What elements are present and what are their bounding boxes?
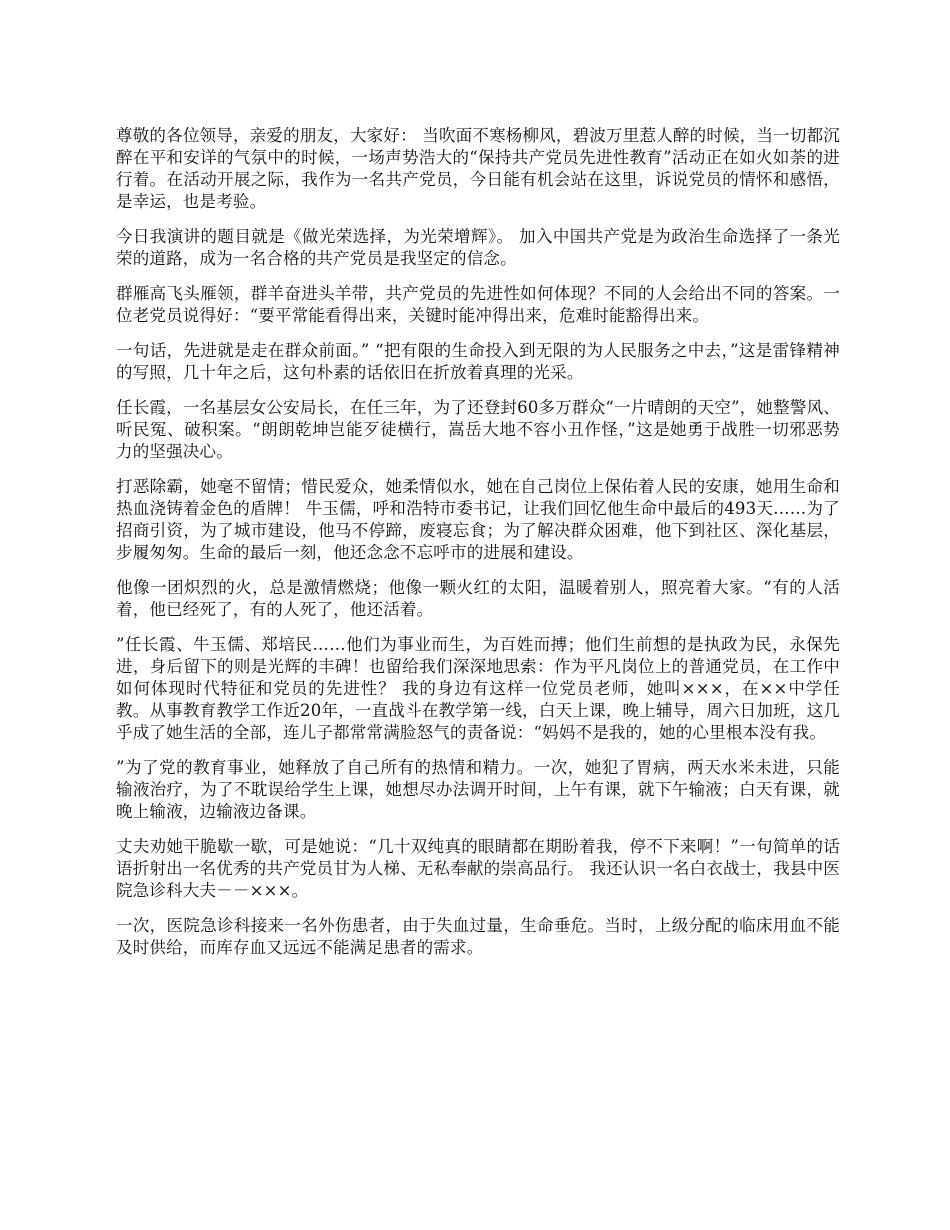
- paragraph: 一次，医院急诊科接来一名外伤患者，由于失血过量，生命垂危。当时，上级分配的临床用血不能及时供给，而库存血又远远不能满足患者的需求。: [116, 916, 840, 957]
- paragraph: ”为了党的教育事业，她释放了自己所有的热情和精力。一次，她犯了胃病，两天水米未进，只能输液治疗，为了不耽误给学生上课，她想尽办法调开时间，上午有课，就下午输液；白天有课，就晚上输液，边输液边备课。: [116, 758, 840, 821]
- paragraph: 今日我演讲的题目就是《做光荣选择，为光荣增辉》。 加入中国共产党是为政治生命选择了一条光荣的道路，成为一名合格的共产党员是我坚定的信念。: [116, 227, 840, 268]
- paragraph: 尊敬的各位领导，亲爱的朋友，大家好： 当吹面不寒杨柳风，碧波万里惹人醉的时候，当一切都沉醉在平和安详的气氛中的时候，一场声势浩大的“保持共产党员先进性教育”活动正在如火如荼的进行着。在活动开展之际，我作为一名共产党员，今日能有机会站在这里，诉说党员的情怀和感悟，是幸运，也是考验。: [116, 126, 840, 211]
- paragraph: 一句话，先进就是走在群众前面。” “把有限的生命投入到无限的为人民服务之中去，”这是雷锋精神的写照，几十年之后，这句朴素的话依旧在折放着真理的光采。: [116, 341, 840, 382]
- paragraph: 他像一团炽烈的火，总是激情燃烧；他像一颗火红的太阳，温暖着别人，照亮着大家。“有的人活着，他已经死了，有的人死了，他还活着。: [116, 578, 840, 619]
- paragraph: 群雁高飞头雁领，群羊奋进头羊带，共产党员的先进性如何体现？不同的人会给出不同的答案。一位老党员说得好：“要平常能看得出来，关键时能冲得出来，危难时能豁得出来。: [116, 284, 840, 325]
- paragraph: 丈夫劝她干脆歇一歇，可是她说：“几十双纯真的眼睛都在期盼着我，停不下来啊！”一句简单的话语折射出一名优秀的共产党员甘为人梯、无私奉献的崇高品行。 我还认识一名白衣战士，我县中医院急诊科大夫－－×××。: [116, 837, 840, 900]
- document-body: [116, 125, 840, 972]
- paragraph: 打恶除霸，她毫不留情；惜民爱众，她柔情似水，她在自己岗位上保佑着人民的安康，她用生命和热血浇铸着金色的盾牌！ 牛玉儒，呼和浩特市委书记，让我们回忆他生命中最后的493天……为了招商引资，为了城市建设，他马不停蹄，废寝忘食；为了解决群众困难，他下到社区、深化基层，步履匆匆。生命的最后一刻，他还念念不忘呼市的进展和建设。: [116, 477, 840, 562]
- paragraph: 任长霞，一名基层女公安局长，在任三年，为了还登封60多万群众“一片晴朗的天空”，她整警风、听民冤、破积案。“朗朗乾坤岂能歹徒横行，嵩岳大地不容小丑作怪，”这是她勇于战胜一切邪恶势力的坚强决心。: [116, 398, 840, 461]
- paragraph: ”任长霞、牛玉儒、郑培民……他们为事业而生，为百姓而搏；他们生前想的是执政为民，永保先进，身后留下的则是光辉的丰碑！也留给我们深深地思索：作为平凡岗位上的普通党员，在工作中如何体现时代特征和党员的先进性？ 我的身边有这样一位党员老师，她叫×××，在××中学任教。从事教育教学工作近20年，一直战斗在教学第一线，白天上课，晚上辅导，周六日加班，这几乎成了她生活的全部，连儿子都常常满脸怒气的责备说：“妈妈不是我的，她的心里根本没有我。: [116, 635, 840, 742]
